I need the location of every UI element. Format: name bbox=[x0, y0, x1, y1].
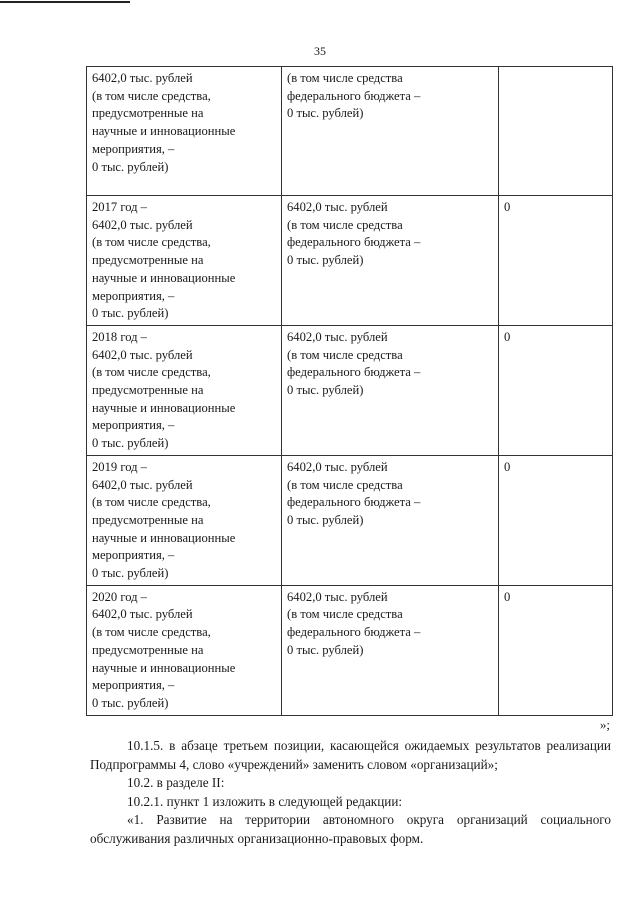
cell-line: 0 тыс. рублей) bbox=[92, 306, 169, 321]
cell-line: (в том числе средства, bbox=[92, 625, 211, 640]
cell-line: федерального бюджета – bbox=[287, 495, 421, 510]
cell-line: 2018 год – bbox=[92, 329, 147, 344]
paragraph-quote-1: «1. Развитие на территории автономного округа организаций социального обслуживания различных организационно-правовых форм. bbox=[90, 812, 611, 846]
cell-line: научные и инновационные bbox=[92, 270, 236, 285]
cell-line: предусмотренные на bbox=[92, 512, 204, 527]
table-cell-col1 bbox=[87, 196, 282, 326]
table-cell-col1 bbox=[87, 585, 282, 715]
cell-line: (в том числе средства, bbox=[92, 235, 211, 250]
cell-line: 6402,0 тыс. рублей bbox=[92, 477, 193, 492]
cell-line: (в том числе средства, bbox=[92, 365, 211, 380]
cell-line: федерального бюджета – bbox=[287, 235, 421, 250]
top-rule bbox=[0, 1, 130, 3]
body-text bbox=[90, 737, 611, 848]
cell-line: (в том числе средства, bbox=[92, 88, 211, 103]
table-row bbox=[87, 67, 613, 196]
cell-line: 0 тыс. рублей) bbox=[92, 566, 169, 581]
cell-line: 0 тыс. рублей) bbox=[287, 106, 364, 121]
table-cell-col3 bbox=[499, 455, 613, 585]
cell-line: 6402,0 тыс. рублей bbox=[92, 347, 193, 362]
cell-line: научные и инновационные bbox=[92, 530, 236, 545]
cell-line: (в том числе средства bbox=[287, 217, 403, 232]
cell-line: предусмотренные на bbox=[92, 383, 204, 398]
page-number: 35 bbox=[314, 44, 326, 58]
cell-line: предусмотренные на bbox=[92, 642, 204, 657]
table-cell-col3 bbox=[499, 325, 613, 455]
paragraph-10-1-5: 10.1.5. в абзаце третьем позиции, касающейся ожидаемых результатов реализации Подпрограммы 4, слово «учреждений» заменить словом «организаций»; bbox=[90, 738, 611, 772]
cell-line: 0 тыс. рублей) bbox=[287, 383, 364, 398]
paragraph-10-2: 10.2. в разделе II: bbox=[127, 775, 225, 790]
cell-line: 2020 год – bbox=[92, 589, 147, 604]
cell-line: 0 тыс. рублей) bbox=[92, 436, 169, 451]
table-cell-col1 bbox=[87, 67, 282, 196]
cell-line: предусмотренные на bbox=[92, 253, 204, 268]
closing-quote: »; bbox=[599, 717, 610, 732]
table-cell-col1 bbox=[87, 325, 282, 455]
cell-line: 6402,0 тыс. рублей bbox=[92, 217, 193, 232]
table-cell-col2 bbox=[282, 455, 499, 585]
table-row bbox=[87, 196, 613, 326]
cell-line: 0 bbox=[504, 459, 511, 474]
cell-line: 0 тыс. рублей) bbox=[92, 159, 169, 174]
cell-line: федерального бюджета – bbox=[287, 625, 421, 640]
cell-line: (в том числе средства bbox=[287, 347, 403, 362]
cell-line: 6402,0 тыс. рублей bbox=[287, 459, 388, 474]
cell-line: 6402,0 тыс. рублей bbox=[287, 589, 388, 604]
cell-line: 6402,0 тыс. рублей bbox=[287, 200, 388, 214]
cell-line: 2019 год – bbox=[92, 459, 147, 474]
cell-line: 0 bbox=[504, 329, 511, 344]
cell-line: научные и инновационные bbox=[92, 400, 236, 415]
cell-line: (в том числе средства, bbox=[92, 495, 211, 510]
cell-line: 6402,0 тыс. рублей bbox=[92, 71, 193, 85]
budget-table bbox=[86, 66, 613, 716]
cell-line: мероприятия, – bbox=[92, 288, 175, 303]
cell-line: 0 тыс. рублей) bbox=[287, 512, 364, 527]
cell-line: 0 тыс. рублей) bbox=[287, 642, 364, 657]
table-cell-col3 bbox=[499, 67, 613, 196]
budget-table-body bbox=[87, 67, 613, 716]
cell-line: федерального бюджета – bbox=[287, 88, 421, 103]
cell-line: научные и инновационные bbox=[92, 124, 236, 139]
cell-line: мероприятия, – bbox=[92, 141, 175, 156]
table-row bbox=[87, 455, 613, 585]
table-cell-col1 bbox=[87, 455, 282, 585]
cell-line: мероприятия, – bbox=[92, 418, 175, 433]
cell-line: мероприятия, – bbox=[92, 678, 175, 693]
cell-line: мероприятия, – bbox=[92, 548, 175, 563]
table-cell-col3 bbox=[499, 585, 613, 715]
table-row bbox=[87, 325, 613, 455]
cell-line: (в том числе средства bbox=[287, 71, 403, 85]
cell-line: 0 bbox=[504, 200, 511, 214]
cell-line: федерального бюджета – bbox=[287, 365, 421, 380]
cell-line: научные и инновационные bbox=[92, 660, 236, 675]
cell-line: предусмотренные на bbox=[92, 106, 204, 121]
table-cell-col2 bbox=[282, 67, 499, 196]
table-cell-col2 bbox=[282, 325, 499, 455]
table-row bbox=[87, 585, 613, 715]
cell-line: 0 тыс. рублей) bbox=[287, 253, 364, 268]
cell-line: 2017 год – bbox=[92, 200, 147, 214]
paragraph-10-2-1: 10.2.1. пункт 1 изложить в следующей редакции: bbox=[127, 793, 403, 809]
cell-line: (в том числе средства bbox=[287, 477, 403, 492]
cell-line: 6402,0 тыс. рублей bbox=[287, 329, 388, 344]
cell-line: 0 тыс. рублей) bbox=[92, 695, 169, 710]
cell-line: (в том числе средства bbox=[287, 607, 403, 622]
cell-line: 6402,0 тыс. рублей bbox=[92, 607, 193, 622]
table-cell-col3 bbox=[499, 196, 613, 326]
cell-line: 0 bbox=[504, 589, 511, 604]
table-cell-col2 bbox=[282, 585, 499, 715]
table-cell-col2 bbox=[282, 196, 499, 326]
